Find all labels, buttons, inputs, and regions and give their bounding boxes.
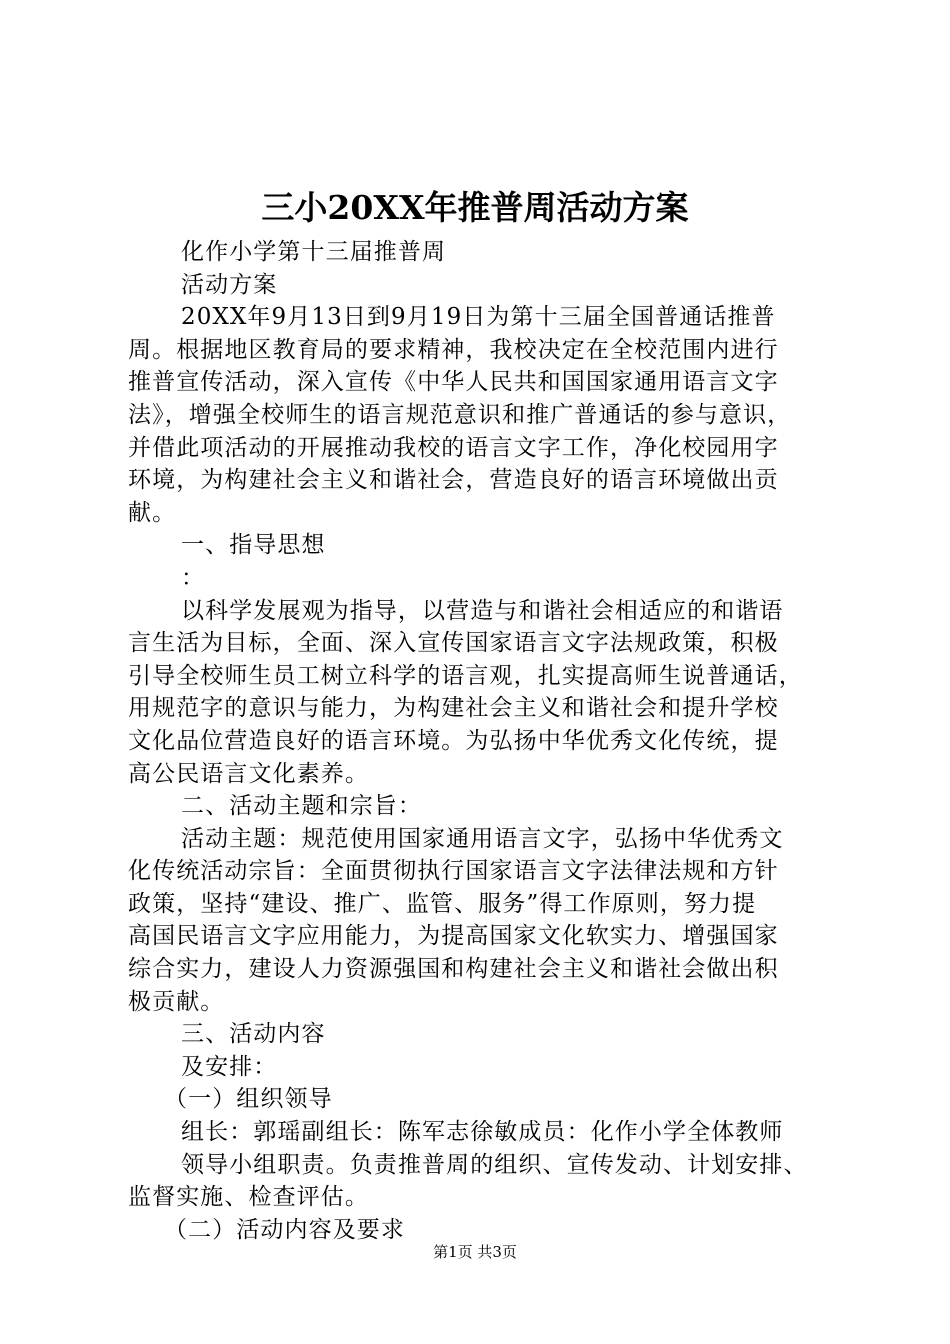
document-title: 三小20XX年推普周活动方案 (261, 188, 689, 227)
body-line: 以科学发展观为指导，以营造与和谐社会相适应的和谐语 (181, 597, 784, 624)
body-line: 引导全校师生员工树立科学的语言观，扎实提高师生说普通话， (128, 662, 803, 689)
body-line: 领导小组职责。负责推普周的组织、宣传发动、计划安排、 (181, 1151, 808, 1178)
body-line: 20XX年9月13日到9月19日为第十三届全国普通话推普 (181, 304, 776, 331)
body-line: 极贡献。 (128, 988, 225, 1015)
body-line: 法》，增强全校师生的语言规范意识和推广普通话的参与意识， (128, 401, 792, 428)
page-footer: 第1页 共3页 (433, 1243, 517, 1261)
subsection-heading: （二）活动内容及要求 (164, 1216, 405, 1243)
body-line: 化传统活动宗旨：全面贯彻执行国家语言文字法律法规和方针 (128, 858, 779, 885)
body-line: 高国民语言文字应用能力，为提高国家文化软实力、增强国家 (128, 923, 779, 950)
body-line: 及安排： (181, 1053, 278, 1080)
body-line: ： (181, 564, 206, 591)
body-line: 高公民语言文化素养。 (128, 760, 369, 787)
body-line: 活动方案 (181, 271, 278, 298)
body-line: 监督实施、检查评估。 (128, 1184, 369, 1211)
body-line: 文化品位营造良好的语言环境。为弘扬中华优秀文化传统，提 (128, 727, 779, 754)
body-line: 环境，为构建社会主义和谐社会，营造良好的语言环境做出贡 (128, 467, 779, 494)
document-body (128, 236, 848, 1246)
subsection-heading: （一）组织领导 (164, 1086, 333, 1113)
body-line: 化作小学第十三届推普周 (181, 239, 447, 265)
body-line: 政策，坚持“建设、推广、监管、服务”得工作原则，努力提 (128, 890, 757, 917)
section-heading: 二、活动主题和宗旨： (181, 793, 422, 820)
body-line: 综合实力，建设人力资源强国和构建社会主义和谐社会做出积 (128, 956, 779, 983)
section-heading: 三、活动内容 (181, 1021, 326, 1048)
body-line: 推普宣传活动，深入宣传《中华人民共和国国家通用语言文字 (128, 369, 779, 396)
body-line: 并借此项活动的开展推动我校的语言文字工作，净化校园用字 (128, 434, 779, 461)
body-line: 用规范字的意识与能力，为构建社会主义和谐社会和提升学校 (128, 695, 779, 722)
body-line: 活动主题：规范使用国家通用语言文字，弘扬中华优秀文 (181, 825, 784, 852)
body-line: 言生活为目标，全面、深入宣传国家语言文字法规政策，积极 (128, 630, 779, 657)
section-heading: 一、指导思想 (181, 532, 326, 559)
body-line: 献。 (128, 499, 177, 526)
body-line: 周。根据地区教育局的要求精神，我校决定在全校范围内进行 (128, 336, 779, 363)
body-line: 组长：郭瑶副组长：陈军志徐敏成员：化作小学全体教师 (181, 1119, 784, 1146)
